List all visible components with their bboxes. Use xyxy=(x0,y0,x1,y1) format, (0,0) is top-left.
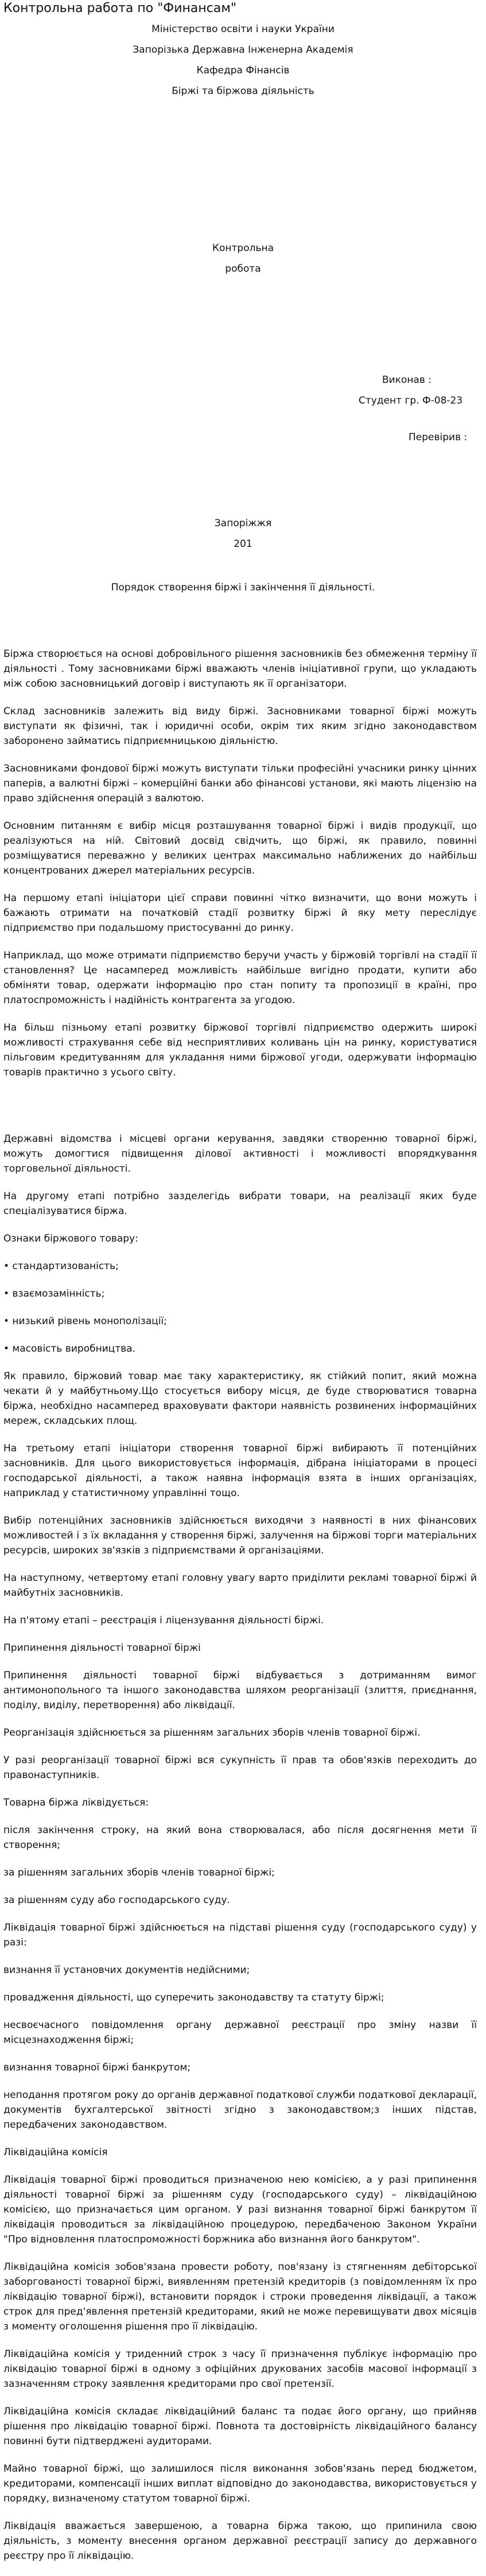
paragraph-founder-selection: Вибір потенційних засновників здійснюється виходячи з наявності в них фінансових можливостей і з їх вкладання у створення біржі, залучення на біржові торги матеріальних ресурсів, широких зв'язків з підприємствами й організаціями. xyxy=(3,1515,477,1556)
list-item: несвоєчасного повідомлення органу державної реєстрації про зміну назви її місцезнаходження біржі; xyxy=(3,2019,477,2046)
department-line: Кафедра Фінансів xyxy=(196,65,290,76)
academy-line: Запорізька Державна Інженерна Академія xyxy=(133,44,353,56)
liquidation-heading: Товарна біржа ліквідується: xyxy=(3,1797,149,1808)
paragraph-court-liquidation: Ліквідація товарної біржі здійснюється на підставі рішення суду (господарського суду) у разі: xyxy=(3,1922,477,1948)
paragraph-successors: У разі реорганізації товарної біржі вся сукупність її прав та обов'язків переходить до правонаступників. xyxy=(3,1755,477,1781)
paragraph-commission-duties: Ліквідаційна комісія зобов'язана провести роботу, пов'язану із стягненням дебіторської заборгованості товарної біржі, виявленням претензій кредиторів (з повідомленням їх про ліквідацію товарної біржі), встановити порядок і строки проведення ліквідації, а також строк для пред'явлення претензій кредиторами, який не може перевищувати двох місяців з моменту оголошення рішення про її ліквідацію. xyxy=(3,2261,477,2332)
checked-label: Перевірив : xyxy=(409,432,468,443)
section-title: Порядок створення біржі і закінчення її діяльності. xyxy=(111,582,375,593)
list-item: • взаємозамінність; xyxy=(3,1288,105,1299)
list-item: • низький рівень монополізації; xyxy=(3,1316,167,1327)
performed-label: Виконав : xyxy=(382,374,432,386)
paragraph-founders-commodity: Склад засновників залежить від виду біржі. Засновниками товарної біржі можуть виступати як фізичні, так і юридичні особи, окрім тих яким згідно законодавством заборонено займатись підприємницькою діяльністю. xyxy=(3,706,477,747)
paragraph-stage-four: На наступному, четвертому етапі головну увагу варто приділити рекламі товарної біржі й майбутніх засновників. xyxy=(3,1572,477,1599)
list-item: провадження діяльності, що суперечить законодавству та статуту біржі; xyxy=(3,1992,384,2003)
ministry-line: Міністерство освіти і науки України xyxy=(151,24,335,35)
list-item: після закінчення строку, на який вона створювалася, або після досягнення мети її створення; xyxy=(3,1825,477,1851)
paragraph-later-stage: На більш пізньому етапі розвитку біржової торгівлі підприємство одержить широкі можливості страхування себе від несприятливих коливань цін на ринку, користуватися пільговим кредитуванням для укладання ними біржової угоди, одержувати інформацію товарів практично з усього світу. xyxy=(3,1022,477,1078)
list-item: неподання протягом року до органів державної податкової служби податкової декларації, документів бухгалтерської звітності згідно з законодавством;з інших підстав, передбачених законодавством. xyxy=(3,2089,477,2131)
paragraph-example: Наприклад, що може отримати підприємство беручи участь у біржовій торгівлі на стадії її становлення? Це насамперед можливість найбільше вигідно продати, купити або обміняти товар, одержати інформацію про стан попиту та пропозиції в країні, про платоспроможність і надійність контрагента за угодою. xyxy=(3,950,477,1006)
paragraph-reorganization: Реорганізація здійснюється за рішенням загальних зборів членів товарної біржі. xyxy=(3,1727,421,1739)
termination-heading: Припинення діяльності товарної біржі xyxy=(3,1642,201,1654)
paragraph-founding: Біржа створюється на основі добровільного рішення засновників без обмеження терміну її діяльності . Тому засновниками біржі вважають членів ініціативної групи, що укладають між собою засновницький договір і виступають як її організатори. xyxy=(3,648,477,690)
document-body xyxy=(3,647,477,2576)
paragraph-stage-one: На першому етапі ініціатори цієї справи повинні чітко визначити, що вони можуть і бажають отримати на початковій стадії розвитку біржі й яку мету переслідує підприємство при подальшому пристосуванні до ринку. xyxy=(3,892,477,934)
list-item: • стандартизованість; xyxy=(3,1260,119,1272)
paragraph-publication: Ліквідаційна комісія у триденний строк з часу її призначення публікує інформацію про ліквідацію товарної біржі в одному з офіційних друкованих засобів масової інформації з зазначенням строку заявлення кредиторами про свої претензії. xyxy=(3,2348,477,2390)
work-title-line-1: Контрольна xyxy=(212,242,274,254)
list-item: за рішенням суду або господарського суду. xyxy=(3,1894,230,1906)
list-item: визнання її установчих документів недійсними; xyxy=(3,1964,250,1976)
list-item: • масовість виробництва. xyxy=(3,1343,136,1354)
list-item: визнання товарної біржі банкрутом; xyxy=(3,2062,191,2073)
list-item: за рішенням загальних зборів членів товарної біржі; xyxy=(3,1867,275,1878)
paragraph-commodity-features: Як правило, біржовий товар має таку характеристику, як стійкий попит, який можна чекати й у майбутньому.Що стосується вибору місця, де буде створюватися товарна біржа, необхідно насамперед враховувати фактори наявність розвинених інформаційних мереж, складських площ. xyxy=(3,1371,477,1427)
paragraph-commission: Ліквідація товарної біржі проводиться призначеною нею комісією, а у разі припинення діяльності товарної біржі за рішенням суду (господарського суду) – ліквідаційною комісією, що призначається цим органом. У разі визнання товарної біржі банкрутом її ліквідація проводиться за ліквідаційною процедурою, передбаченою Законом України "Про відновлення платоспроможності боржника або визнання його банкрутом". xyxy=(3,2174,477,2245)
year: 201 xyxy=(234,538,252,550)
subject-line: Біржі та біржова діяльність xyxy=(172,85,314,97)
commission-heading: Ліквідаційна комісія xyxy=(3,2147,108,2158)
document-title: Контрольна работа по "Финансам" xyxy=(3,1,237,15)
paragraph-property: Майно товарної біржі, що залишилося після виконання зобов'язань перед бюджетом, кредиторами, компенсації інших виплат відповідно до законодавства, використовується у порядку, визначеному статутом товарної біржі. xyxy=(3,2463,477,2504)
paragraph-founders-stock: Засновниками фондової біржі можуть виступати тільки професійні учасники ринку цінних паперів, а валютні біржі – комерційні банки або фінансові установи, які мають ліцензію на право здійснення операцій з валютою. xyxy=(3,763,477,804)
paragraph-termination: Припинення діяльності товарної біржі відбувається з дотриманням вимог антимонопольного та іншого законодавства шляхом реорганізації (злиття, приєднання, поділу, виділу, перетворення) або ліквідації. xyxy=(3,1670,477,1711)
student-group: Студент гр. Ф-08-23 xyxy=(359,395,463,406)
paragraph-completion: Ліквідація вважається завершеною, а товарна біржа такою, що припинила свою діяльність, з моменту внесення органом державної реєстрації запису до державного реєстру про її ліквідацію. xyxy=(3,2520,477,2562)
paragraph-stage-two: На другому етапі потрібно зазделегідь вибрати товари, на реалізації яких буде спеціалізуватися біржа. xyxy=(3,1191,477,1217)
paragraph-balance: Ліквідаційна комісія складає ліквідаційний баланс та подає його органу, що прийняв рішення про ліквідацію товарної біржі. Повнота та достовірність ліквідаційного балансу повинні бути підтверджені аудиторами. xyxy=(3,2406,477,2447)
work-title-line-2: робота xyxy=(225,263,261,275)
city: Запоріжжя xyxy=(214,518,272,529)
paragraph-government: Державні відомства і місцеві органи керування, завдяки створенню товарної біржі, можуть домогтися підвищення ділової активності і можливості впорядкування торговельної діяльності. xyxy=(3,1133,477,1175)
paragraph-location: Основним питанням є вибір місця розташування товарної біржі і видів продукції, що реалізуються на ній. Світовий досвід свідчить, що біржі, як правило, повинні розміщуватися переважно у великих центрах максимально наближених до найбільш концентрованих джерел матеріальних ресурсів. xyxy=(3,820,477,876)
paragraph-stage-three: На третьому етапі ініціатори створення товарної біржі вибирають її потенційних засновників. Для цього використовується інформація, дібрана ініціаторами в процесі господарської діяльності, а також наявна інформація взята в інших організаціях, наприклад у статистичному управлінні тощо. xyxy=(3,1443,477,1499)
commodity-signs-heading: Ознаки біржового товару: xyxy=(3,1233,138,1244)
paragraph-stage-five: На п'ятому етапі – реєстрація і ліцензування діяльності біржі. xyxy=(3,1615,324,1626)
